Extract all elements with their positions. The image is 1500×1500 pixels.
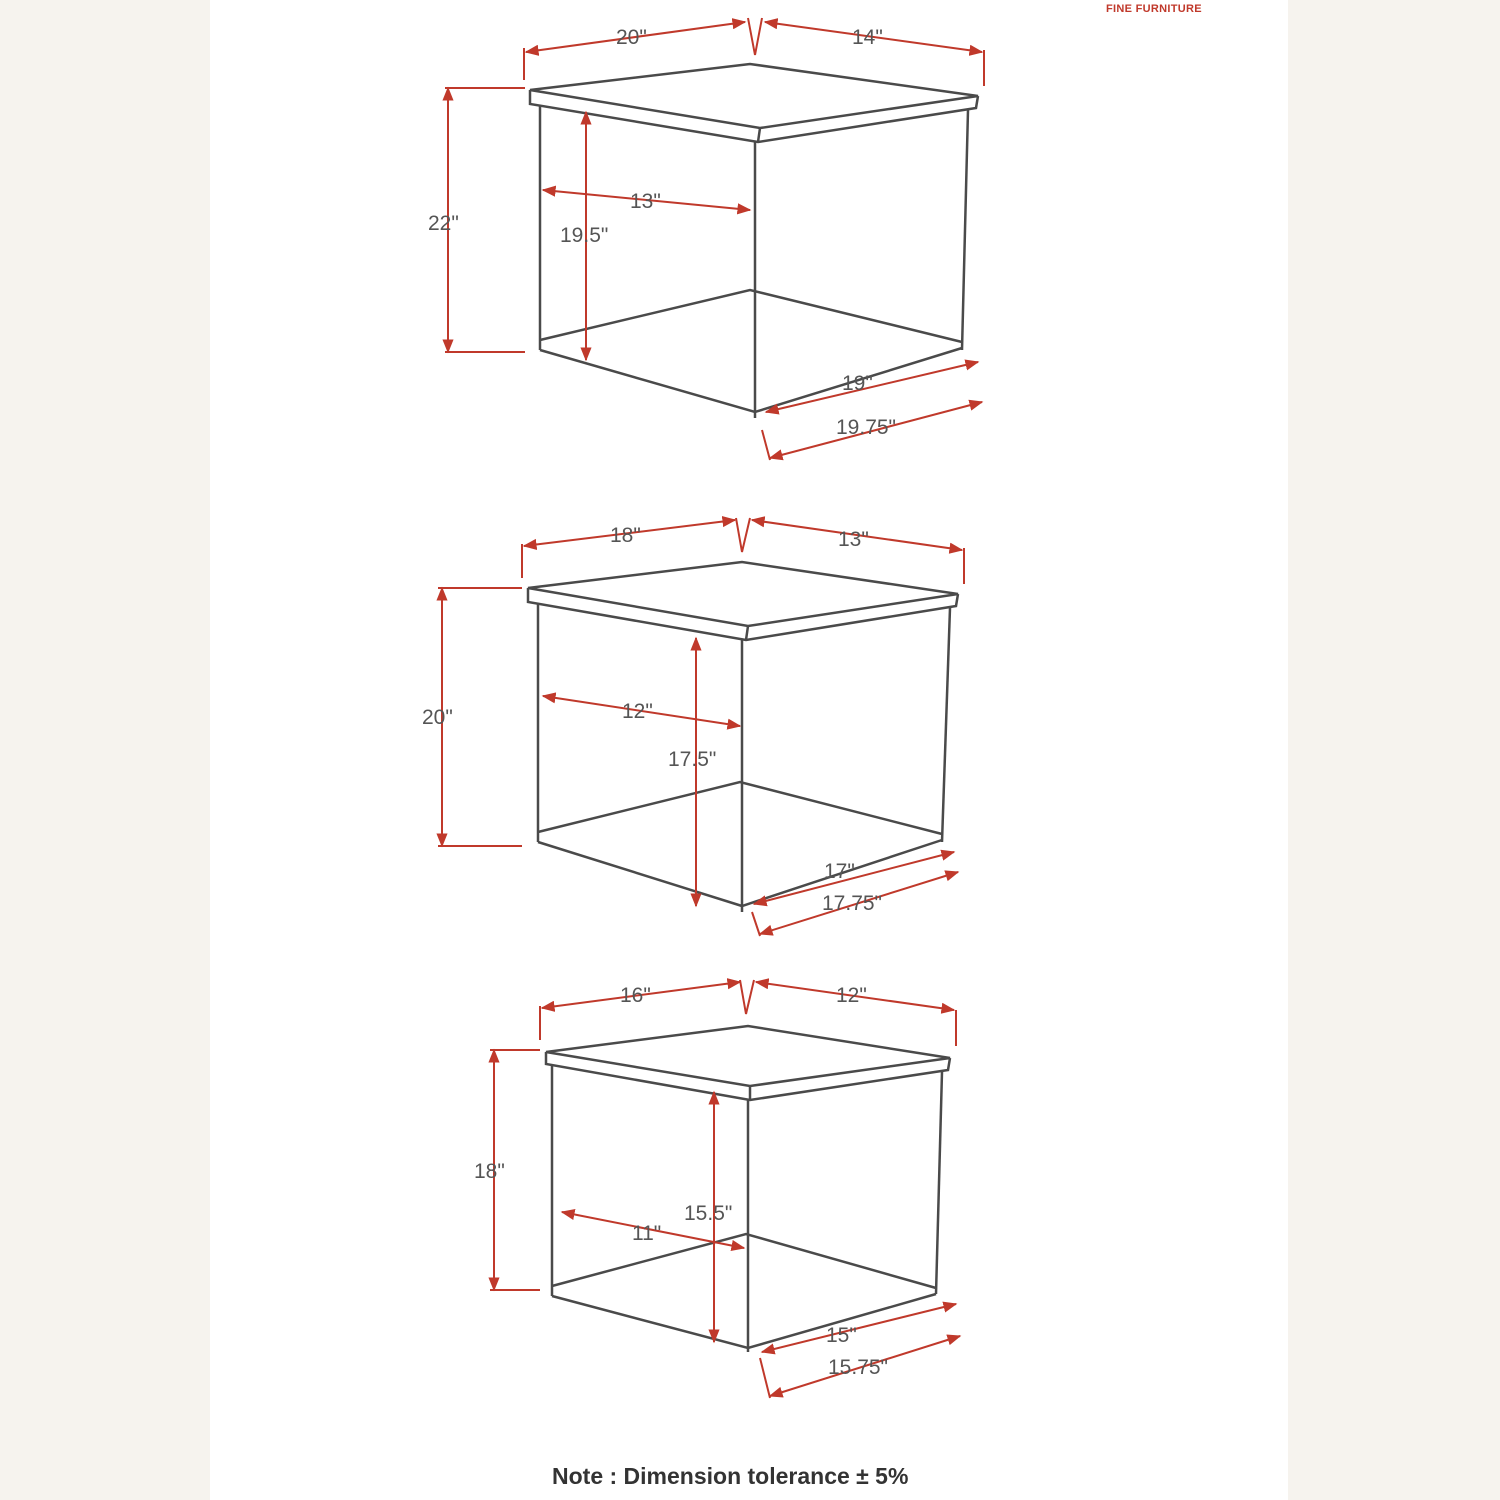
small-table-drawing (546, 1026, 950, 1352)
small-inner-depth-label: 11" (632, 1222, 662, 1245)
large-height-label: 22" (428, 212, 459, 235)
large-table-leg (962, 110, 968, 350)
large-top-depth-label: 14" (852, 26, 883, 49)
small-base-inner-label: 15" (826, 1324, 857, 1347)
medium-height-label: 20" (422, 706, 453, 729)
medium-inner-depth-label: 12" (622, 700, 653, 723)
small-inner-height-label: 15.5" (684, 1202, 733, 1225)
medium-top-width-label: 18" (610, 524, 641, 547)
small-height-label: 18" (474, 1160, 505, 1183)
large-inner-height-label: 19.5" (560, 224, 609, 247)
large-base-inner-label: 19" (842, 372, 873, 395)
brand-logo: FINE FURNITURE (1106, 3, 1202, 15)
large-base-outer-label: 19.75" (836, 416, 897, 439)
medium-base-inner-label: 17" (824, 860, 855, 883)
small-table-top (546, 1026, 950, 1086)
medium-table-leg (942, 608, 950, 842)
large-inner-depth-label: 13" (630, 190, 661, 213)
small-table-base (552, 1294, 936, 1348)
medium-top-depth-label: 13" (838, 528, 869, 551)
small-base-outer-label: 15.75" (828, 1356, 889, 1379)
tolerance-note: Note : Dimension tolerance ± 5% (552, 1463, 909, 1489)
medium-table-drawing (528, 562, 958, 912)
small-top-width-label: 16" (620, 984, 651, 1007)
small-table-leg (936, 1072, 942, 1294)
small-top-depth-label: 12" (836, 984, 867, 1007)
large-top-width-label: 20" (616, 26, 647, 49)
medium-base-outer-label: 17.75" (822, 892, 883, 915)
medium-inner-height-label: 17.5" (668, 748, 717, 771)
